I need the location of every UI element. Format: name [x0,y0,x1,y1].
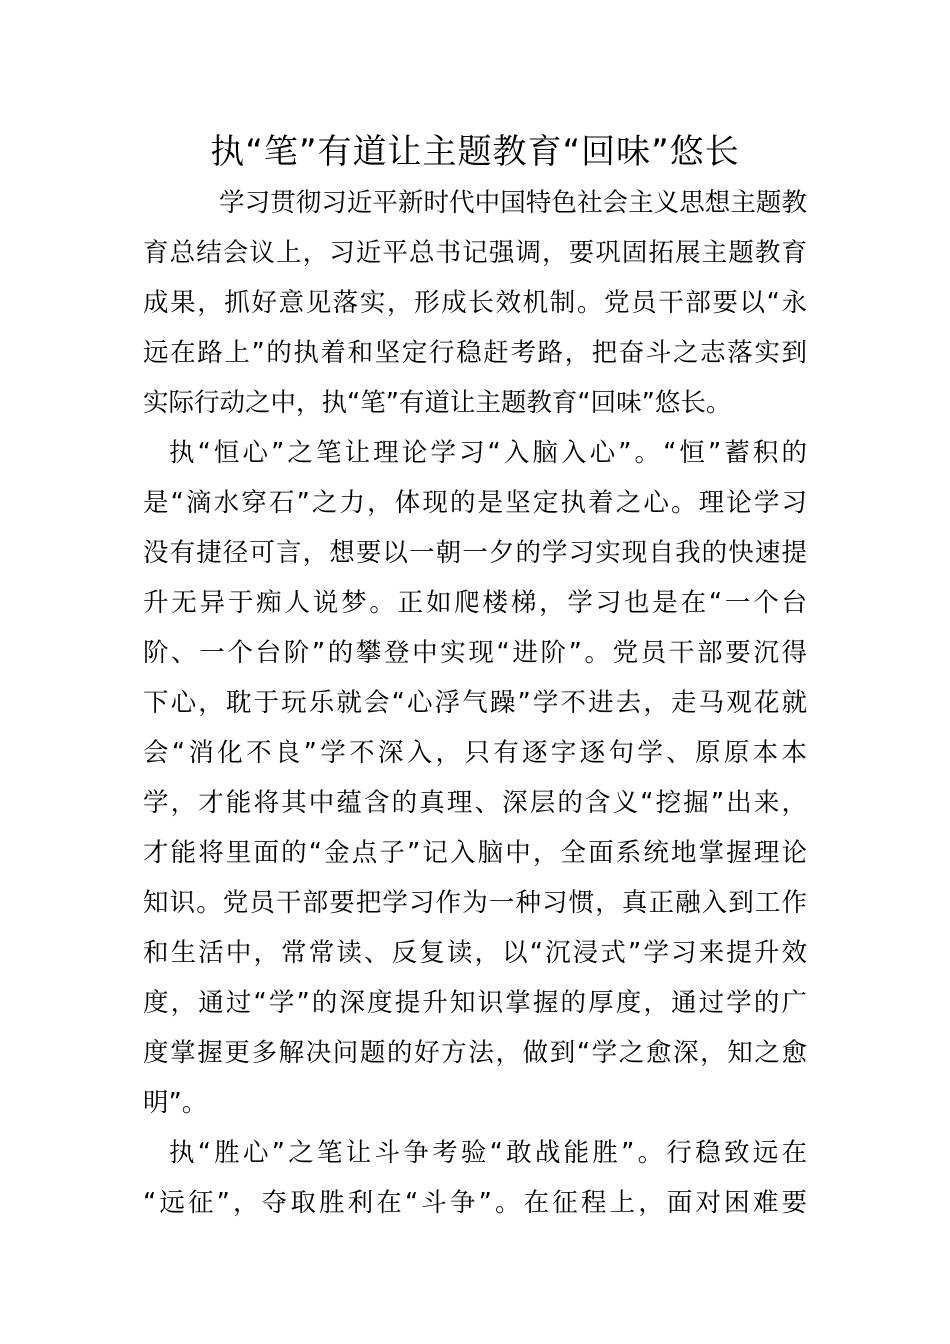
text-line: 实际行动之中，执“笔”有道让主题教育“回味”悠长。 [143,388,732,418]
text-line: 是“滴水穿石”之力，体现的是坚定执着之心。理论学习 [143,488,807,518]
text-line: 远在路上”的执着和坚定行稳赶考路，把奋斗之志落实到 [143,338,807,368]
text-line: 执“恒心”之笔让理论学习“入脑入心”。“恒”蓄积的 [169,438,807,468]
text-line: 明”。 [143,1088,208,1118]
text-line: 学习贯彻习近平新时代中国特色社会主义思想主题教 [219,188,807,218]
paragraph-2 [143,428,807,1128]
text-line: 才能将里面的“金点子”记入脑中，全面系统地掌握理论 [143,838,807,868]
text-line: 成果，抓好意见落实，形成长效机制。党员干部要以“永 [143,288,807,318]
paragraph-1 [143,178,807,428]
text-line: 阶、一个台阶”的攀登中实现“进阶”。党员干部要沉得 [143,638,807,668]
text-line: 没有捷径可言，想要以一朝一夕的学习实现自我的快速提 [143,538,807,568]
text-line: 会“消化不良”学不深入，只有逐字逐句学、原原本本 [143,738,807,768]
text-line: 度掌握更多解决问题的好方法，做到“学之愈深，知之愈 [143,1038,807,1068]
text-line: 学，才能将其中蕴含的真理、深层的含义“挖掘”出来， [143,788,807,818]
text-line: 执“胜心”之笔让斗争考验“敢战能胜”。行稳致远在 [169,1138,807,1168]
text-line: 度，通过“学”的深度提升知识掌握的厚度，通过学的广 [143,988,807,1018]
text-line: “远征”，夺取胜利在“斗争”。在征程上，面对困难要 [143,1188,807,1218]
text-line: 和生活中，常常读、反复读，以“沉浸式”学习来提升效 [143,938,807,968]
document-title: 执“笔”有道让主题教育“回味”悠长 [210,132,740,172]
paragraph-3 [143,1128,807,1228]
text-line: 育总结会议上，习近平总书记强调，要巩固拓展主题教育 [143,238,807,268]
text-line: 升无异于痴人说梦。正如爬楼梯，学习也是在“一个台 [143,588,807,618]
text-line: 下心，耽于玩乐就会“心浮气躁”学不进去，走马观花就 [143,688,807,718]
document-body [143,178,807,1228]
text-line: 知识。党员干部要把学习作为一种习惯，真正融入到工作 [143,888,807,918]
